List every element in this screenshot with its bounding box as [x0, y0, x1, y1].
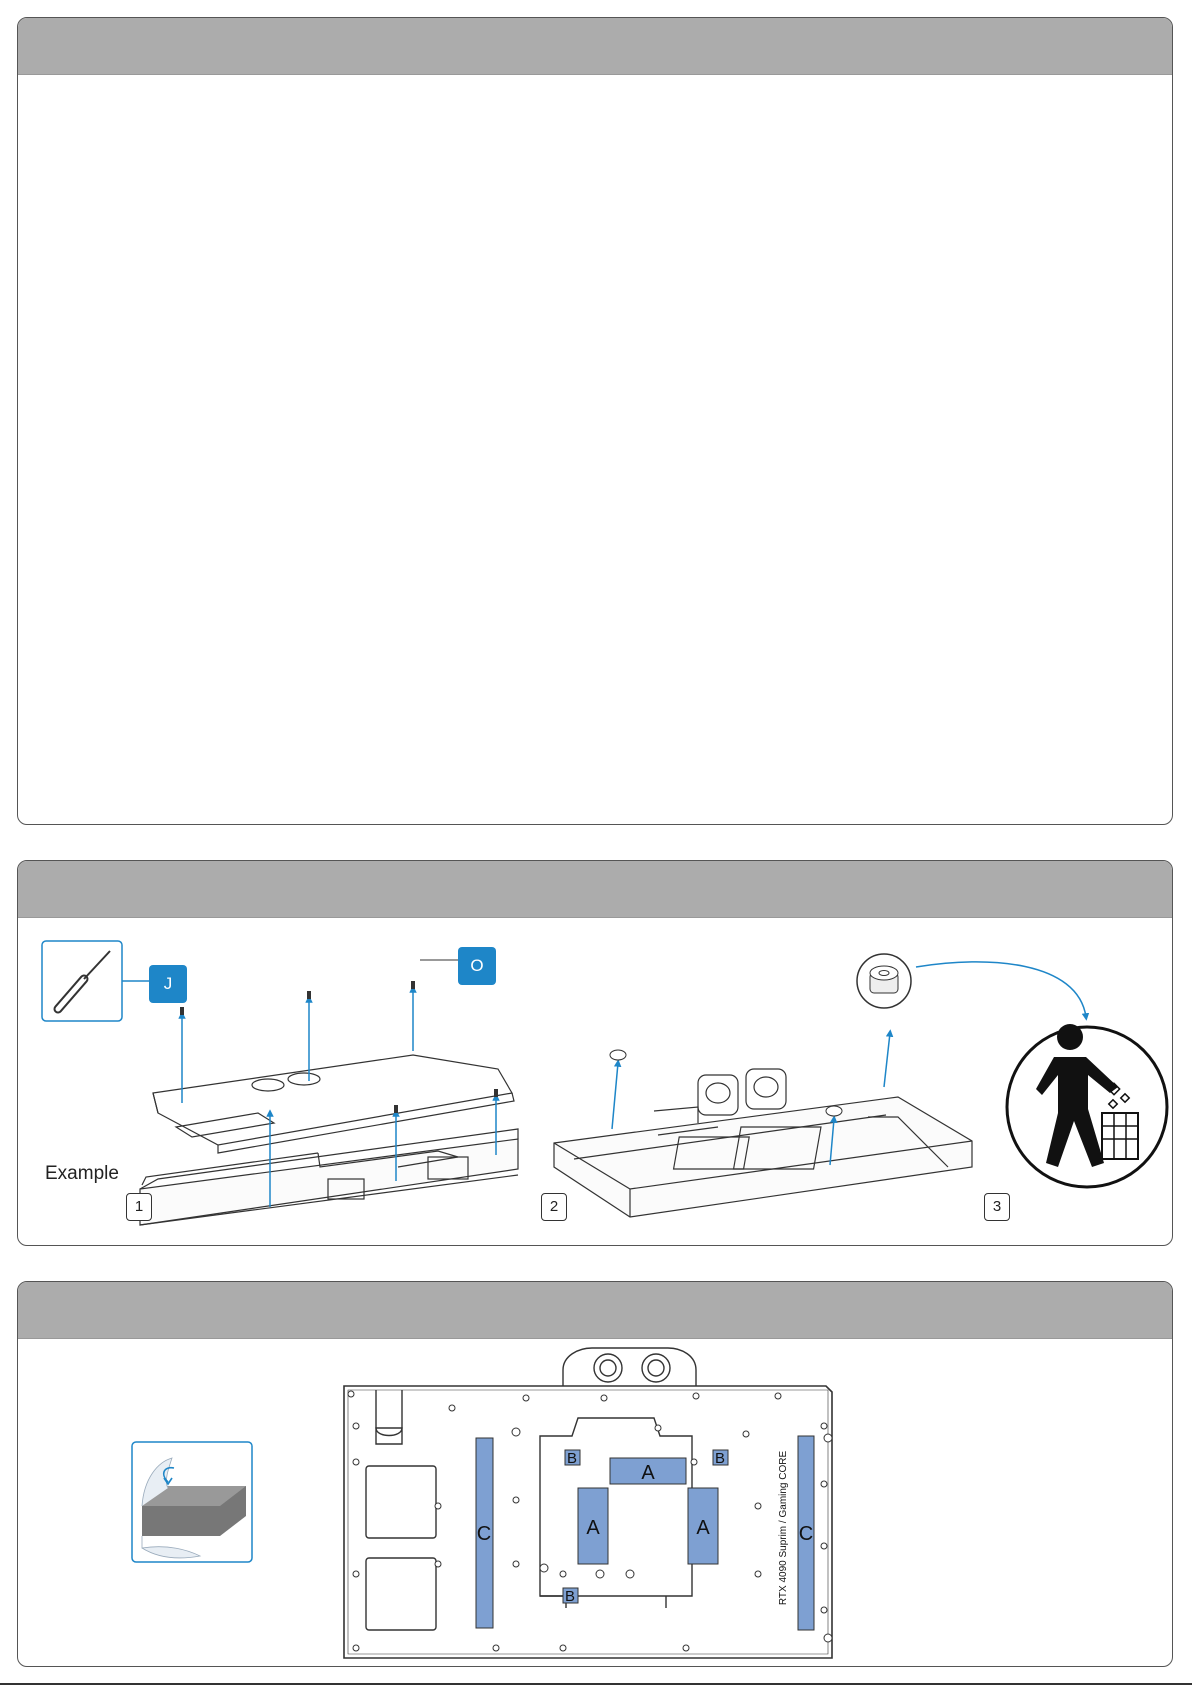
- dispose-in-bin-icon: [1007, 1024, 1167, 1187]
- thermal-pad-peel-icon: [132, 1442, 252, 1562]
- pad-label-c: C: [798, 1523, 814, 1545]
- card-after-removal: [554, 1069, 972, 1217]
- panel-header: [18, 861, 1172, 918]
- pad-label-c: C: [476, 1523, 492, 1545]
- instructions-panel-1: [17, 17, 1173, 825]
- part-tag-o: O: [458, 947, 496, 985]
- pad-label-a: A: [641, 1462, 655, 1484]
- instructions-panel-3: [17, 1281, 1173, 1667]
- instructions-panel-2: [17, 860, 1173, 1246]
- step-number-3: 3: [984, 1193, 1010, 1221]
- pad-label-b: B: [714, 1450, 726, 1467]
- card-exploded-view: [140, 1055, 518, 1225]
- pad-label-b: B: [564, 1588, 576, 1605]
- thermal-pad-layout: [18, 1338, 1173, 1666]
- pad-label-b: B: [566, 1450, 578, 1467]
- panel-header: [18, 1282, 1172, 1339]
- pad-label-a: A: [586, 1517, 600, 1539]
- screwdriver-icon: [42, 941, 122, 1021]
- spacer-magnified: [857, 954, 911, 1008]
- pad-label-a: A: [696, 1517, 710, 1539]
- step-number-2: 2: [541, 1193, 567, 1221]
- spacer-icons: [610, 1050, 842, 1116]
- part-tag-j: J: [149, 965, 187, 1003]
- panel-header: [18, 18, 1172, 75]
- example-label: Example: [45, 1163, 119, 1184]
- board-model-label: RTX 4090 Suprim / Gaming CORE: [778, 1450, 789, 1606]
- step-number-1: 1: [126, 1193, 152, 1221]
